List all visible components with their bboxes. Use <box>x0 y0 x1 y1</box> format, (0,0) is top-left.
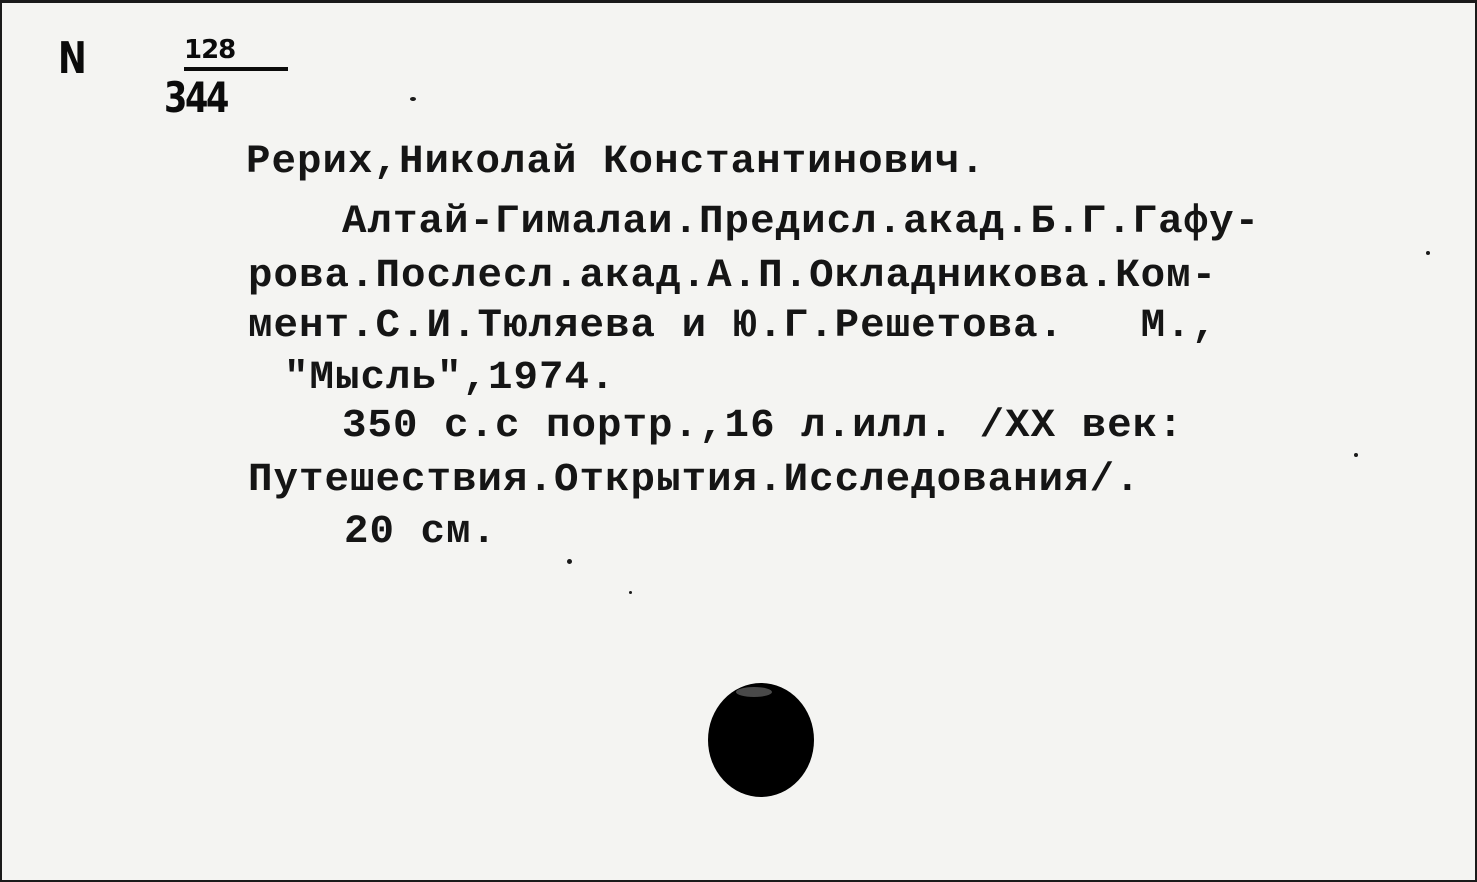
shelf-mark-prefix: N <box>58 33 86 84</box>
publisher-line: "Мысль",1974. <box>284 356 616 401</box>
title-line-1: Алтай-Гималаи.Предисл.акад.Б.Г.Гафу- <box>342 200 1261 245</box>
ink-speck <box>567 559 572 564</box>
author-heading: Рерих,Николай Константинович. <box>246 140 986 185</box>
punch-hole-edge <box>736 687 772 697</box>
title-line-3: мент.С.И.Тюляева и Ю.Г.Решетова. М., <box>248 304 1218 349</box>
punch-hole <box>708 683 814 797</box>
ink-speck <box>1426 251 1430 255</box>
size-line: 20 см. <box>344 510 498 555</box>
pagination-line: 350 с.с портр.,16 л.илл. /XX век: <box>342 404 1184 449</box>
shelf-mark-denominator: 344 <box>164 73 227 122</box>
series-line: Путешествия.Открытия.Исследования/. <box>248 458 1141 503</box>
ink-speck <box>629 591 632 594</box>
shelf-mark-numerator: 128 <box>184 35 236 65</box>
title-line-2: рова.Послесл.акад.А.П.Окладникова.Ком- <box>248 254 1218 299</box>
ink-speck <box>1354 453 1358 457</box>
shelf-mark-fraction-bar <box>184 67 288 71</box>
shelf-mark <box>58 33 236 122</box>
ink-speck <box>410 97 416 101</box>
